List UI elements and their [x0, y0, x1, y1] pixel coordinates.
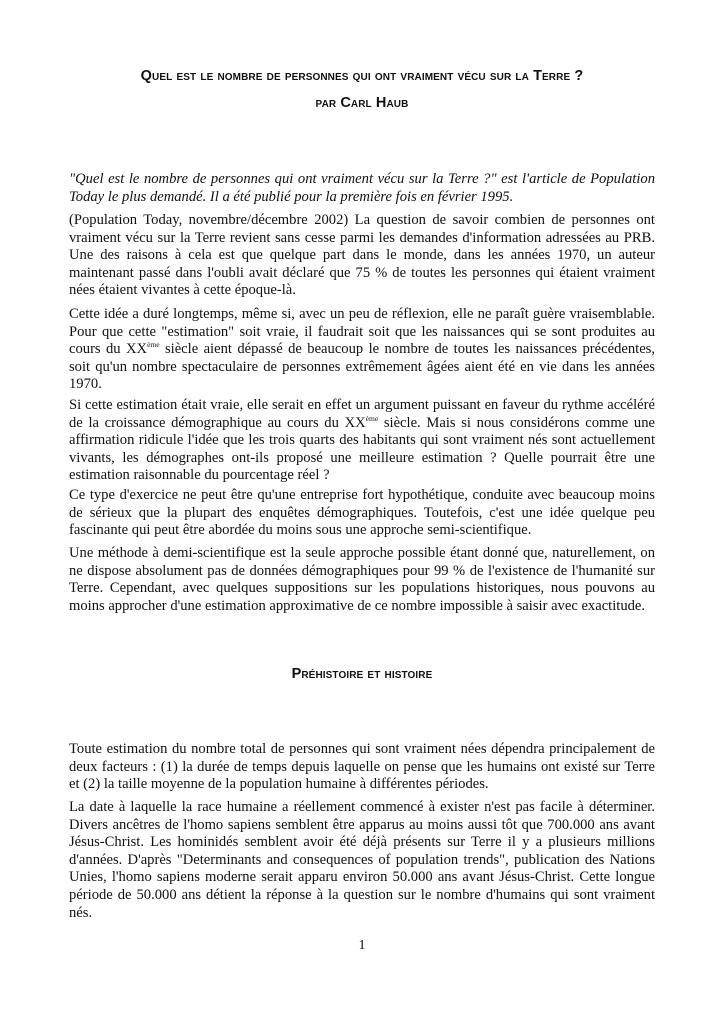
intro-paragraph: "Quel est le nombre de personnes qui ont vraiment vécu sur la Terre ?" est l'article de Population Today le plus demandé. Il a été publié pour la première fois en février 1995. [69, 171, 655, 205]
paragraph-4: Ce type d'exercice ne peut être qu'une entreprise fort hypothétique, conduite avec beaucoup moins de sérieux que la plupart des enquêtes démographiques. Toutefois, c'est une idée quelque peu fascinante qui peut être abordée du moins sous une approche semi-scientifique. [69, 487, 655, 539]
paragraph-3 [69, 397, 655, 485]
superscript: ème [147, 340, 160, 350]
document-title: Quel est le nombre de personnes qui ont vraiment vécu sur la Terre ? [140, 68, 584, 84]
document-author: par Carl Haub [315, 95, 409, 111]
paragraph-2-text-b: siècle aient dépassé de beaucoup le nombre de toutes les naissances précédentes, soit qu'un nombre spectaculaire de personnes extrêmement âgées aient été en vie dans les années 1970. [69, 341, 655, 393]
paragraph-1: (Population Today, novembre/décembre 2002) La question de savoir combien de personnes ont vraiment vécu sur la Terre revient sans cesse parmi les demandes d'information adressées au PRB. Une des raisons à cela est que quelque part dans le monde, dans les années 1970, un auteur maintenant passé dans l'oubli avait déclaré que 75 % de toutes les personnes qui étaient vraiment nées étaient vivantes à cette époque-là. [69, 212, 655, 299]
paragraph-3-text-b: siècle. Mais si nous considérons comme une affirmation ridicule l'idée que les trois quarts des habitants qui sont vraiment nés sont actuellement vivants, les démographes ont-ils proposé une meilleure estimation ? Quelle pourrait être une estimation raisonnable du pourcentage réel ? [69, 414, 655, 484]
paragraph-2 [69, 306, 655, 394]
paragraph-3-text-a: Si cette estimation était vraie, elle serait en effet un argument puissant en faveur du rythme accéléré de la croissance démographique au cours du XX [69, 397, 655, 431]
superscript: ème [365, 413, 379, 423]
paragraph-5: Une méthode à demi-scientifique est la seule approche possible étant donné que, naturellement, on ne dispose absolument pas de données démographiques pour 99 % de l'existence de l'humanité sur Terre. Cependant, avec quelques suppositions sur les populations historiques, nous pouvons au moins approcher d'une estimation approximative de ce nombre impossible à saisir avec exactitude. [69, 545, 655, 614]
paragraph-2-text-a: Cette idée a duré longtemps, même si, avec un peu de réflexion, elle ne paraît guère vraisemblable. Pour que cette "estimation" soit vraie, il faudrait soit que les naissances qui se sont produites au cours du XX [69, 306, 655, 358]
paragraph-7: La date à laquelle la race humaine a réellement commencé à exister n'est pas facile à déterminer. Divers ancêtres de l'homo sapiens semblent être apparus au moins aussi tôt que 700.000 ans avant Jésus-Christ. Les hominidés semblent avoir été déjà présents sur Terre il y a plusieurs millions d'années. D'après "Determinants and consequences of population trends", publication des Nations Unies, l'homo sapiens moderne serait apparu environ 50.000 ans avant Jésus-Christ. Cette longue période de 50.000 ans détient la réponse à la question sur le nombre d'humains qui sont vraiment nés. [69, 799, 655, 921]
paragraph-6: Toute estimation du nombre total de personnes qui sont vraiment nées dépendra principalement de deux facteurs : (1) la durée de temps depuis laquelle on pense que les humains ont existé sur Terre et (2) la taille moyenne de la population humaine à différentes périodes. [69, 741, 655, 793]
section-heading: Préhistoire et histoire [291, 666, 433, 682]
page-number: 1 [358, 938, 366, 953]
